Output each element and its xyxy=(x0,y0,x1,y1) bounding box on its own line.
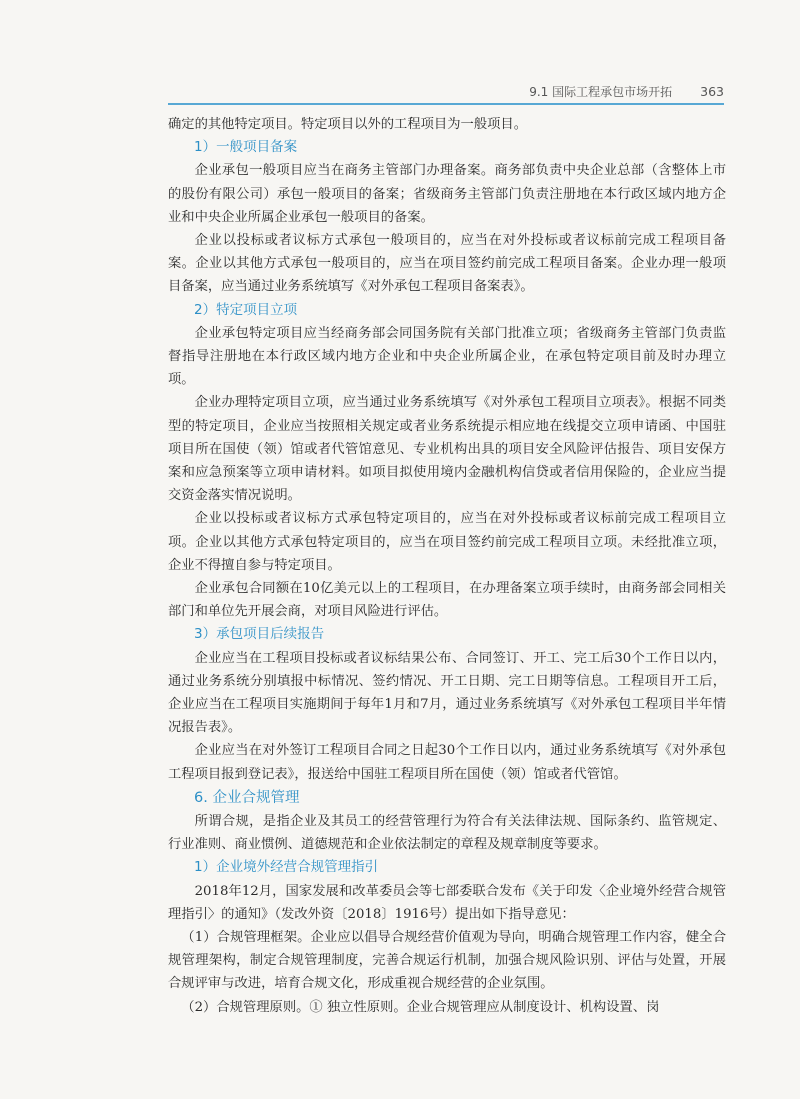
paragraph: 企业承包特定项目应当经商务部会同国务院有关部门批准立项；省级商务主管部门负责监督指导注册地在本行政区域内地方企业和中央企业所属企业，在承包特定项目前及时办理立项。 xyxy=(168,325,726,388)
subheading-follow-up-report: 3）承包项目后续报告 xyxy=(194,626,325,643)
paragraph: 企业承包合同额在10亿美元以上的工程项目，在办理备案立项手续时，由商务部会同相关部门和单位先开展会商，对项目风险进行评估。 xyxy=(168,581,726,620)
subheading-general-project-filing: 1）一般项目备案 xyxy=(194,139,298,156)
paragraph: 企业承包一般项目应当在商务主管部门办理备案。商务部负责中央企业总部（含整体上市的股份有限公司）承包一般项目的备案；省级商务主管部门负责注册地在本行政区域内地方企业和中央企业所属企业承包一般项目的备案。 xyxy=(168,163,726,225)
subheading-compliance-guideline: 1）企业境外经营合规管理指引 xyxy=(194,859,379,876)
paragraph: 企业办理特定项目立项，应当通过业务系统填写《对外承包工程项目立项表》。根据不同类型的特定项目，企业应当按照相关规定或者业务系统提示相应地在线提交立项申请函、中国驻项目所在国使（领）馆或者代管馆意见、专业机构出具的项目安全风险评估报告、项目安保方案和应急预案等立项申请材料。如项目拟使用境内金融机构信贷或者信用保险的，企业应当提交资金落实情况说明。 xyxy=(168,395,726,504)
page-body xyxy=(168,113,726,1019)
paragraph: 企业以投标或者议标方式承包一般项目的，应当在对外投标或者议标前完成工程项目备案。企业以其他方式承包一般项目的，应当在项目签约前完成工程项目备案。企业办理一般项目备案，应当通过业务系统填写《对外承包工程项目备案表》。 xyxy=(168,233,726,295)
section-title: 9.1 国际工程承包市场开拓 xyxy=(529,84,673,99)
paragraph: （1）合规管理框架。企业应以倡导合规经营价值观为导向，明确合规管理工作内容，健全合规管理架构，制定合规管理制度，完善合规运行机制，加强合规风险识别、评估与处置，开展合规评审与改进，培育合规文化，形成重视合规经营的企业氛围。 xyxy=(168,929,726,992)
paragraph: 企业应当在对外签订工程项目合同之日起30个工作日以内，通过业务系统填写《对外承包工程项目报到登记表》，报送给中国驻工程项目所在国使（领）馆或者代管馆。 xyxy=(168,743,726,782)
page-header xyxy=(168,80,724,102)
subheading-special-project-approval: 2）特定项目立项 xyxy=(194,301,298,318)
page-number: 363 xyxy=(700,83,724,99)
paragraph: 所谓合规，是指企业及其员工的经营管理行为符合有关法律法规、国际条约、监管规定、行业准则、商业惯例、道德规范和企业依法制定的章程及规章制度等要求。 xyxy=(168,813,726,853)
section-heading-compliance: 6. 企业合规管理 xyxy=(194,789,300,806)
paragraph: 确定的其他特定项目。特定项目以外的工程项目为一般项目。 xyxy=(168,117,528,132)
paragraph: 企业应当在工程项目投标或者议标结果公布、合同签订、开工、完工后30个工作日以内，通过业务系统分别填报中标情况、签约情况、开工日期、完工日期等信息。工程项目开工后，企业应当在工程项目实施期间于每年1月和7月，通过业务系统填写《对外承包工程项目半年情况报告表》。 xyxy=(168,650,726,736)
paragraph: （2）合规管理原则。① 独立性原则。企业合规管理应从制度设计、机构设置、岗 xyxy=(181,999,660,1015)
paragraph: 企业以投标或者议标方式承包特定项目的，应当在对外投标或者议标前完成工程项目立项。企业以其他方式承包特定项目的，应当在项目签约前完成工程项目立项。未经批准立项，企业不得擅自参与特定项目。 xyxy=(168,511,726,573)
paragraph: 2018年12月，国家发展和改革委员会等七部委联合发布《关于印发〈企业境外经营合规管理指引〉的通知》（发改外资〔2018〕1916号）提出如下指导意见： xyxy=(168,883,726,922)
header-rule xyxy=(168,103,724,105)
